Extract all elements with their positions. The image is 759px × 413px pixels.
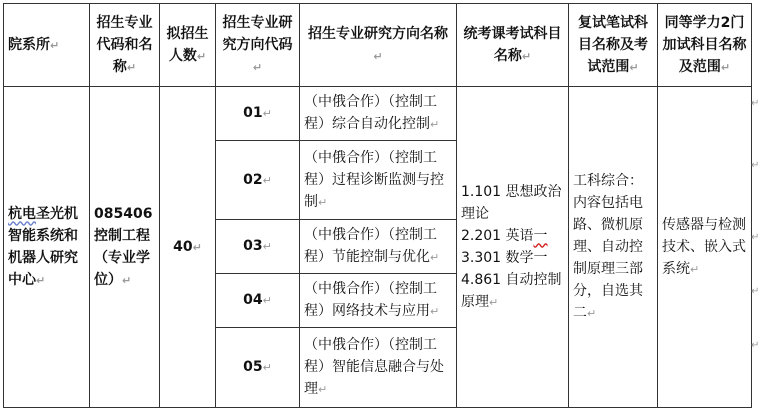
header-dir-name: 招生专业研究方向名称↵ [300, 4, 457, 87]
row-end-mark: ↵ [751, 160, 759, 171]
major-code: 085406 [94, 205, 153, 222]
dir-name-cell: （中俄合作）（控制工程）综合自动化控制↵ [300, 87, 457, 141]
retest-cell: 工科综合：内容包括电路、微机原理、自动控制原理三部分，自选其二↵ [569, 87, 658, 408]
dir-name-cell: （中俄合作）（控制工程）过程诊断监测与控制↵ [300, 141, 457, 220]
dir-name-cell: （中俄合作）（控制工程）节能控制与优化↵ [300, 220, 457, 274]
extra-cell: 传感器与检测技术、嵌入式系统↵ [658, 87, 752, 408]
major-name: 控制工程（专业学位） [94, 227, 150, 288]
dir-code-cell: 01↵ [216, 87, 300, 141]
row-end-mark: ↵ [751, 98, 759, 109]
plan-count-cell: 40↵ [160, 87, 216, 408]
header-plan-count: 拟招生人数↵ [160, 4, 216, 87]
exam-item: 1.101 思想政治理论 [461, 183, 562, 222]
dir-code-cell: 02↵ [216, 141, 300, 220]
dir-code-cell: 05↵ [216, 328, 300, 408]
dir-code-cell: 03↵ [216, 220, 300, 274]
header-dir-code: 招生专业研究方向代码↵ [216, 4, 300, 87]
plan-count-value: 40 [173, 238, 193, 255]
header-extra: 同等学力2门加试科目名称及范围↵ [658, 4, 752, 87]
dept-name-underlined: 杭电 [8, 205, 36, 222]
exam-item: 2.201 英语一 [461, 227, 548, 244]
exam-item: 4.861 自动控制原理↵ [461, 271, 562, 310]
header-major-code: 招生专业代码和名称↵ [90, 4, 160, 87]
dir-code-cell: 04↵ [216, 274, 300, 328]
dept-cell: 杭电圣光机智能系统和机器人研究中心↵ [4, 87, 90, 408]
header-exam: 统考课考试科目名称↵ [457, 4, 569, 87]
major-cell: 085406 控制工程（专业学位）↵ [90, 87, 160, 408]
dept-name-rest: 圣光机智能系统和机器人研究中心 [8, 205, 78, 288]
header-dept: 院系所↵ [4, 4, 90, 87]
header-retest: 复试笔试科目名称及考试范围↵ [569, 4, 658, 87]
dir-name-cell: （中俄合作）（控制工程）网络技术与应用↵ [300, 274, 457, 328]
exam-cell [457, 87, 569, 408]
row-end-mark: ↵ [751, 232, 759, 243]
row-end-mark: ↵ [751, 340, 759, 351]
admission-table [3, 3, 752, 408]
row-end-mark: ↵ [751, 286, 759, 297]
header-row [4, 4, 752, 87]
dir-name-cell: （中俄合作）（控制工程）智能信息融合与处理↵ [300, 328, 457, 408]
table-row [4, 87, 752, 141]
exam-item: 3.301 数学一 [461, 249, 548, 266]
